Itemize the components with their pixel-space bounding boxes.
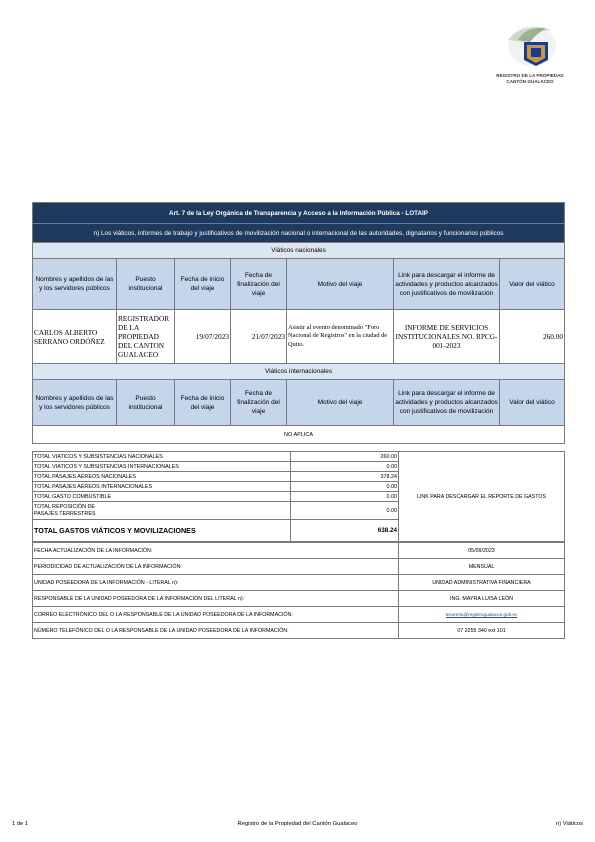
grand-total-label: TOTAL GASTOS VIÁTICOS Y MOVILIZACIONES (33, 520, 291, 542)
info-label: RESPONSABLE DE LA UNIDAD POSEEDORA DE LA INFORMACIÓN DEL LITERAL n): (33, 591, 399, 607)
totals-table (32, 451, 565, 542)
info-label: CORREO ELECTRÓNICO DEL O LA RESPONSABLE DE LA UNIDAD POSEEDORA DE LA INFORMACIÓN: (33, 607, 399, 623)
column-header: Valor del viático (500, 259, 565, 310)
total-label: TOTAL GASTO COMBUSTIBLE (33, 492, 291, 502)
cell-fecha-inicio: 19/07/2023 (175, 310, 231, 364)
column-header: Fecha de finalización del viaje (231, 380, 287, 426)
logo-line-2: CANTÓN GUALACEO (506, 78, 554, 84)
section-internacionales-title: Viáticos internacionales (33, 364, 565, 380)
column-header-row (33, 380, 565, 426)
info-value: 05/09/2023 (399, 543, 565, 559)
column-header: Link para descargar el informe de actividades y productos alcanzados con justificativos de movilización (394, 259, 500, 310)
email-link[interactable]: tesoreria@registrogualaceo.gob.ec (445, 612, 518, 617)
gastos-report-link[interactable]: LINK PARA DESCARGAR EL REPORTE DE GASTOS (399, 452, 565, 542)
column-header: Motivo del viaje (287, 259, 394, 310)
column-header: Fecha de inicio del viaje (175, 380, 231, 426)
info-value: 07 2255 340 ext 101 (399, 623, 565, 639)
total-label: TOTAL VIATICOS Y SUBSISTENCIAS NACIONALES (33, 452, 291, 462)
column-header: Puesto institucional (117, 259, 175, 310)
cell-valor: 260.00 (500, 310, 565, 364)
logo-emblem-icon (502, 20, 558, 68)
column-header: Fecha de finalización del viaje (231, 259, 287, 310)
info-label: FECHA ACTUALIZACIÓN DE LA INFORMACIÓN: (33, 543, 399, 559)
cell-motivo: Asistir al evento denominado "Foro Nacional de Registros" en la ciudad de Quito. (287, 310, 394, 364)
cell-nombre: CARLOS ALBERTO SERRANO ORDÓÑEZ (33, 310, 117, 364)
column-header: Link para descargar el informe de actividades y productos alcanzados con justificativos de movilización (394, 380, 500, 426)
column-header: Nombres y apellidos de las y los servidores públicos (33, 380, 117, 426)
total-label: TOTAL VIATICOS Y SUBSISTENCIAS INTERNACIONALES (33, 462, 291, 472)
total-value: 378.24 (291, 472, 399, 482)
cell-fecha-fin: 21/07/2023 (231, 310, 287, 364)
info-table (32, 542, 565, 639)
total-label: TOTAL REPOSICIÓN DE PASAJES TERRESTRES (33, 502, 291, 520)
total-value: 0.00 (291, 462, 399, 472)
column-header: Puesto institucional (117, 380, 175, 426)
column-header: Motivo del viaje (287, 380, 394, 426)
total-value: 0.00 (291, 492, 399, 502)
column-header: Nombres y apellidos de las y los servidores públicos (33, 259, 117, 310)
footer-institution: Registro de la Propiedad del Cantón Gualaceo (237, 821, 358, 827)
page-title: Art. 7 de la Ley Orgánica de Transparencia y Acceso a la Información Pública - LOTAIP (33, 203, 565, 224)
section-nacionales-title: Viáticos nacionales (33, 243, 565, 259)
info-label: PERIODICIDAD DE ACTUALIZACIÓN DE LA INFORMACIÓN: (33, 559, 399, 575)
column-header: Valor del viático (500, 380, 565, 426)
institution-logo (494, 20, 566, 92)
no-aplica-cell: NO APLICA (33, 426, 565, 444)
footer-section: n) Viáticos (556, 821, 583, 827)
cell-puesto: REGISTRADOR DE LA PROPIEDAD DEL CANTON GUALACEO (117, 310, 175, 364)
informe-link[interactable]: INFORME DE SERVICIOS INSTITUCIONALES NO. RPCG-001-2023 (394, 310, 500, 364)
column-header: Fecha de inicio del viaje (175, 259, 231, 310)
total-value: 0.00 (291, 482, 399, 492)
info-value: ING. MAYRA LUISA LEÓN (399, 591, 565, 607)
logo-line-1: REGISTRO DE LA PROPIEDAD (496, 73, 564, 78)
column-header-row (33, 259, 565, 310)
total-label: TOTAL PASAJES AÉREOS INTERNACIONALES (33, 482, 291, 492)
page-subtitle: n) Los viáticos, informes de trabajo y justificativos de movilización nacional o internacional de las autoridades, dignatarios y funcionarios públicos (33, 224, 565, 243)
total-label: TOTAL PASAJES AÉREOS NACIONALES (33, 472, 291, 482)
table-row (33, 310, 565, 364)
total-value: 0.00 (291, 502, 399, 520)
info-value: UNIDAD ADMINISTRATIVA FINANCIERA (399, 575, 565, 591)
viaticos-table (32, 202, 565, 444)
info-label: NÚMERO TELEFÓNICO DEL O LA RESPONSABLE DE LA UNIDAD POSEEDORA DE LA INFORMACIÓN: (33, 623, 399, 639)
info-label: UNIDAD POSEEDORA DE LA INFORMACIÓN - LITERAL n): (33, 575, 399, 591)
info-value: MENSUAL (399, 559, 565, 575)
footer-page-number: 1 de 1 (12, 821, 29, 827)
total-value: 260.00 (291, 452, 399, 462)
grand-total-value: 638.24 (291, 520, 399, 542)
